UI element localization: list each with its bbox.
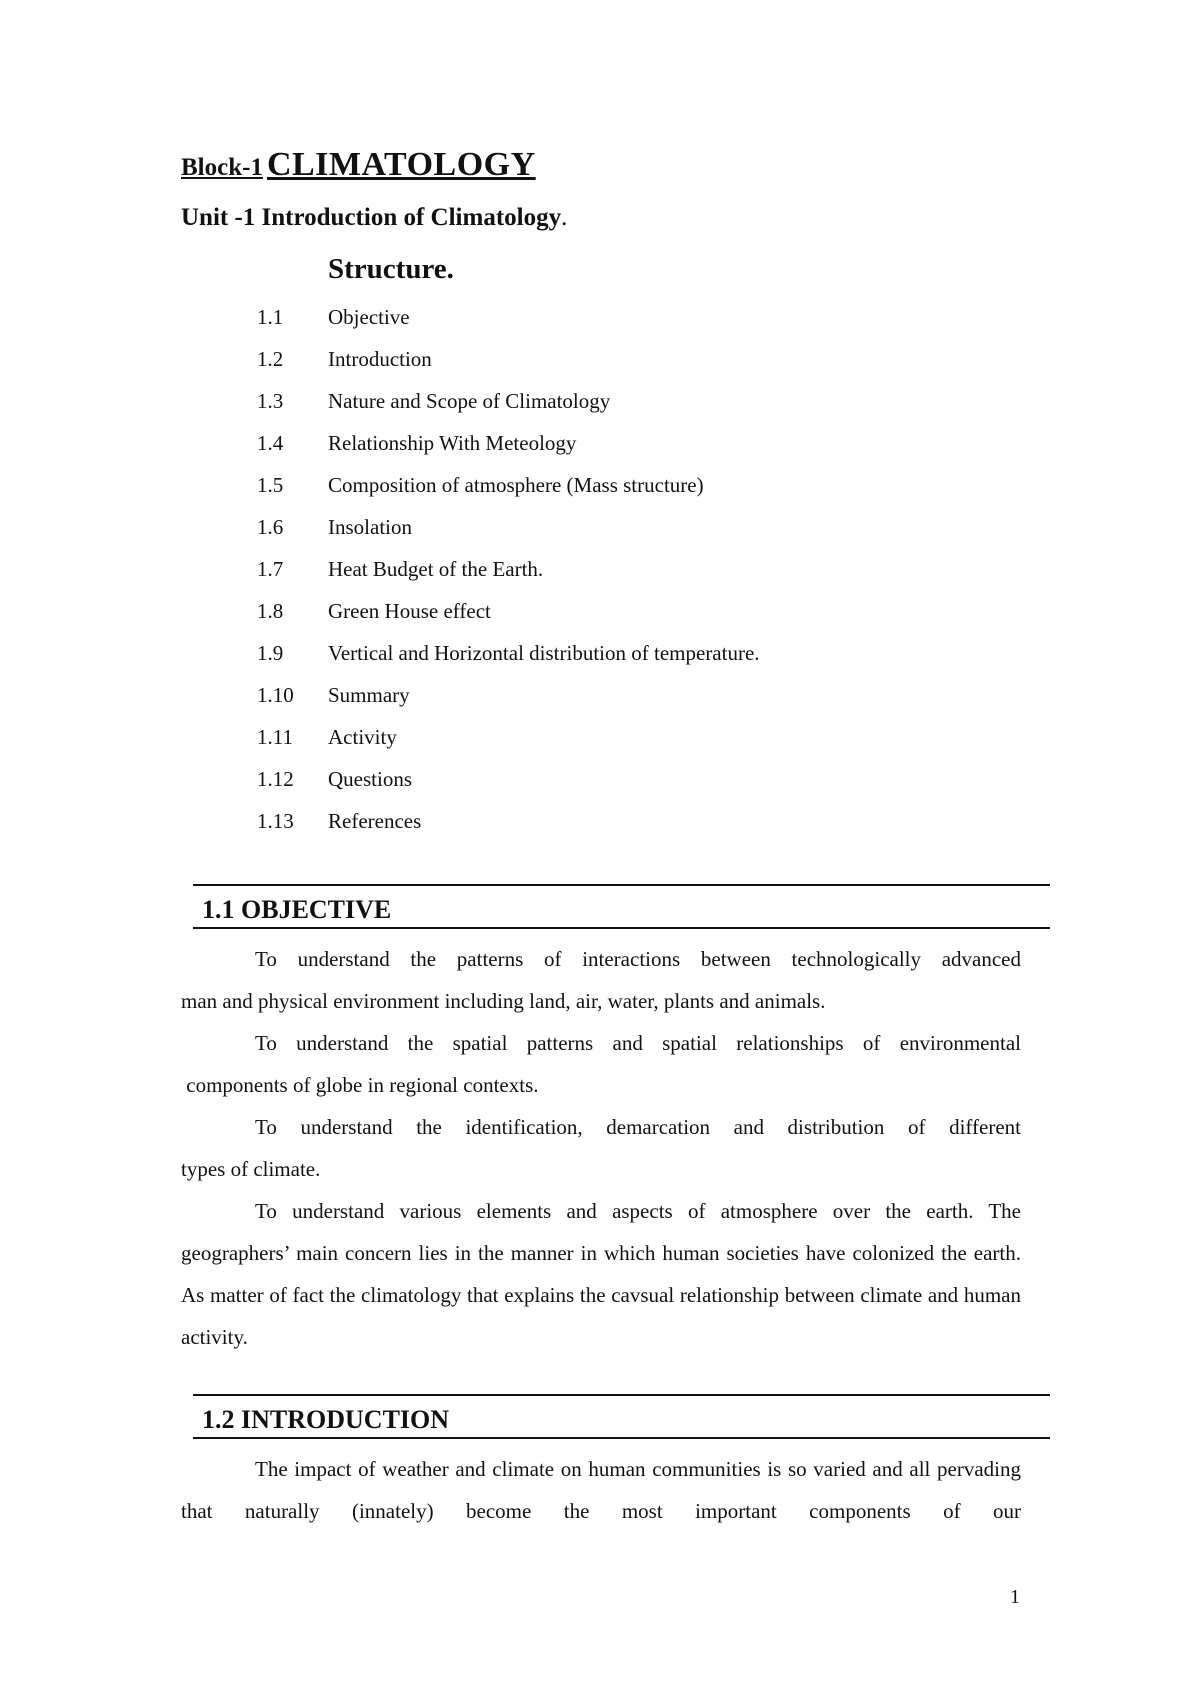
structure-item — [257, 559, 760, 601]
structure-item-title: Introduction — [328, 347, 432, 371]
structure-item — [257, 307, 760, 349]
structure-item-number: 1.9 — [257, 641, 284, 665]
objective-paragraph: To understand the spatial patterns and spatial relationships of environmental — [255, 1031, 1021, 1055]
introduction-heading: 1.2 INTRODUCTION — [202, 1405, 450, 1434]
structure-item-title: Summary — [328, 683, 410, 707]
section-divider-bottom — [193, 1437, 1050, 1439]
objective-body — [181, 938, 1021, 1358]
structure-item — [257, 601, 760, 643]
structure-item-number: 1.6 — [257, 515, 284, 539]
structure-item-title: Vertical and Horizontal distribution of temperature. — [328, 641, 760, 665]
structure-item — [257, 685, 760, 727]
objective-paragraph-continued: man and physical environment including land, air, water, plants and animals. — [181, 989, 826, 1013]
structure-item-number: 1.8 — [257, 599, 284, 623]
structure-item-title: Heat Budget of the Earth. — [328, 557, 544, 581]
section-divider-bottom — [193, 927, 1050, 929]
structure-item-number: 1.2 — [257, 347, 284, 371]
objective-paragraph: To understand various elements and aspects of atmosphere over the earth. The geographers’ main concern lies in the manner in which human societies have colonized the earth. As matter of fact the climatology that explains the cavsual relationship between climate and human activity. — [181, 1199, 1021, 1349]
section-divider-top — [193, 1394, 1050, 1396]
objective-paragraph: To understand the patterns of interactions between technologically advanced — [255, 947, 1021, 971]
unit-title: Unit -1 Introduction of Climatology — [181, 204, 562, 231]
unit-heading — [181, 205, 567, 230]
structure-item — [257, 811, 760, 853]
structure-item-title: Questions — [328, 767, 412, 791]
structure-item — [257, 517, 760, 559]
page-number: 1 — [1010, 1586, 1020, 1608]
block-label: Block-1 — [181, 154, 263, 181]
structure-item — [257, 643, 760, 685]
block-title: CLIMATOLOGY — [266, 146, 536, 183]
structure-item-title: Composition of atmosphere (Mass structure) — [328, 473, 704, 497]
structure-item — [257, 727, 760, 769]
structure-item-number: 1.5 — [257, 473, 284, 497]
structure-item-title: Activity — [328, 725, 397, 749]
structure-item — [257, 349, 760, 391]
structure-list — [257, 307, 760, 853]
block-heading — [181, 148, 536, 182]
structure-item-title: Insolation — [328, 515, 412, 539]
objective-paragraph: To understand the identification, demarcation and distribution of different — [255, 1115, 1021, 1139]
structure-item-title: Nature and Scope of Climatology — [328, 389, 611, 413]
structure-heading: Structure. — [328, 253, 454, 285]
structure-item — [257, 391, 760, 433]
structure-item-number: 1.13 — [257, 809, 294, 833]
structure-item — [257, 475, 760, 517]
structure-item — [257, 769, 760, 811]
structure-item-number: 1.4 — [257, 431, 284, 455]
structure-item-title: References — [328, 809, 422, 833]
structure-item-title: Green House effect — [328, 599, 491, 623]
structure-item — [257, 433, 760, 475]
structure-item-number: 1.7 — [257, 557, 284, 581]
objective-paragraph-continued: components of globe in regional contexts. — [181, 1073, 539, 1097]
structure-item-number: 1.11 — [257, 725, 293, 749]
structure-item-number: 1.10 — [257, 683, 294, 707]
objective-paragraph-continued: types of climate. — [181, 1157, 321, 1181]
structure-item-number: 1.1 — [257, 305, 284, 329]
section-divider-top — [193, 884, 1050, 886]
structure-item-title: Relationship With Meteology — [328, 431, 577, 455]
objective-heading: 1.1 OBJECTIVE — [202, 895, 392, 924]
introduction-paragraph: The impact of weather and climate on human communities is so varied and all pervading that naturally (innately) become the most important components of our — [181, 1457, 1021, 1523]
structure-item-title: Objective — [328, 305, 410, 329]
introduction-body — [181, 1448, 1021, 1532]
unit-title-period: . — [561, 204, 568, 231]
structure-item-number: 1.3 — [257, 389, 284, 413]
structure-item-number: 1.12 — [257, 767, 294, 791]
